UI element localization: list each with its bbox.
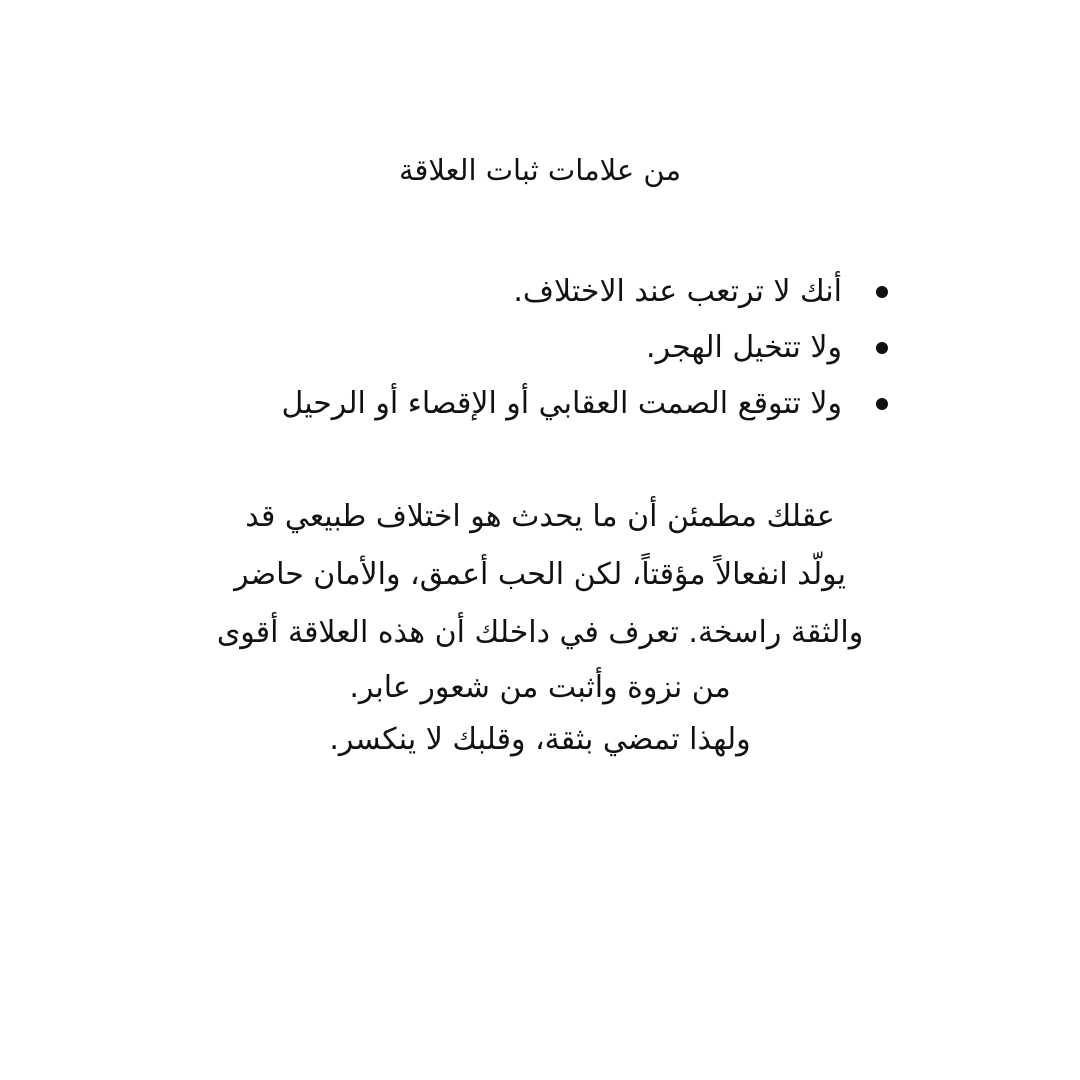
- bullet-dot-icon: [876, 398, 888, 410]
- bullet-list: [281, 264, 888, 432]
- paragraph-line: ولهذا تمضي بثقة، وقلبك لا ينكسر.: [329, 722, 751, 757]
- paragraph-line: والثقة راسخة. تعرف في داخلك أن هذه العلاقة أقوى: [216, 615, 864, 650]
- bullet-dot-icon: [876, 342, 888, 354]
- bullet-text: ولا تتخيل الهجر.: [646, 330, 842, 365]
- bullet-item: [281, 320, 888, 376]
- bullet-dot-icon: [876, 286, 888, 298]
- bullet-item: [281, 376, 888, 432]
- paragraph-line: عقلك مطمئن أن ما يحدث هو اختلاف طبيعي قد: [245, 499, 835, 534]
- bullet-text: أنك لا ترتعب عند الاختلاف.: [513, 274, 842, 309]
- body-paragraph: [150, 488, 930, 766]
- bullet-text: ولا تتوقع الصمت العقابي أو الإقصاء أو الرحيل: [281, 386, 842, 421]
- paragraph-line: من نزوة وأثبت من شعور عابر.: [349, 670, 731, 705]
- bullet-item: [281, 264, 888, 320]
- page-title: من علامات ثبات العلاقة: [398, 153, 682, 187]
- paragraph-line: يولّد انفعالاً مؤقتاً، لكن الحب أعمق، والأمان حاضر: [234, 557, 846, 592]
